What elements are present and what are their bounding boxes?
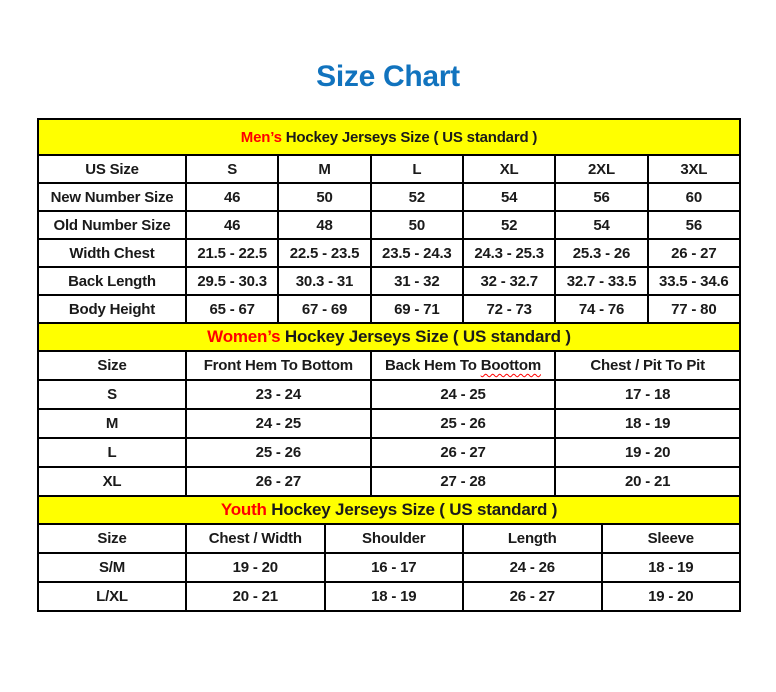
row-label: XL (38, 467, 186, 496)
size-value-cell: 52 (463, 211, 555, 239)
youth-table-caption (38, 496, 740, 524)
table-row (38, 295, 740, 323)
size-value-cell: 24 - 26 (463, 553, 602, 582)
size-value-cell: 33.5 - 34.6 (648, 267, 740, 295)
size-value-cell: 72 - 73 (463, 295, 555, 323)
size-value-cell: 65 - 67 (186, 295, 278, 323)
size-value-cell: 56 (648, 211, 740, 239)
size-value-cell: 18 - 19 (555, 409, 740, 438)
table-row (38, 582, 740, 611)
size-value-cell: 32.7 - 33.5 (555, 267, 647, 295)
youth-caption-rest: Hockey Jerseys Size ( US standard ) (266, 500, 558, 519)
column-header: Shoulder (325, 524, 464, 553)
row-label: Body Height (38, 295, 186, 323)
table-row (38, 438, 740, 467)
size-value-cell: 27 - 28 (371, 467, 556, 496)
row-label: M (38, 409, 186, 438)
mens-caption-highlight: Men’s (240, 128, 282, 146)
size-value-cell: 50 (371, 211, 463, 239)
size-value-cell: 18 - 19 (325, 582, 464, 611)
size-value-cell: 19 - 20 (602, 582, 741, 611)
size-value-cell: 25 - 26 (186, 438, 371, 467)
row-label: New Number Size (38, 183, 186, 211)
mens-caption-rest: Hockey Jerseys Size ( US standard ) (281, 128, 538, 146)
table-row (38, 183, 740, 211)
size-value-cell: 46 (186, 211, 278, 239)
womens-size-table (37, 322, 741, 497)
size-value-cell: 74 - 76 (555, 295, 647, 323)
size-value-cell: 20 - 21 (555, 467, 740, 496)
size-value-cell: 48 (278, 211, 370, 239)
size-value-cell: 67 - 69 (278, 295, 370, 323)
column-header: 2XL (555, 155, 647, 183)
size-value-cell: 24.3 - 25.3 (463, 239, 555, 267)
size-value-cell: 18 - 19 (602, 553, 741, 582)
size-value-cell: 23.5 - 24.3 (371, 239, 463, 267)
column-header: 3XL (648, 155, 740, 183)
size-value-cell: 54 (463, 183, 555, 211)
table-row (38, 409, 740, 438)
womens-table-caption (38, 323, 740, 351)
size-value-cell: 26 - 27 (371, 438, 556, 467)
size-value-cell: 17 - 18 (555, 380, 740, 409)
row-label: Back Length (38, 267, 186, 295)
table-row (38, 239, 740, 267)
size-value-cell: 32 - 32.7 (463, 267, 555, 295)
row-label: L (38, 438, 186, 467)
size-value-cell: 31 - 32 (371, 267, 463, 295)
size-value-cell: 20 - 21 (186, 582, 325, 611)
size-value-cell: 25 - 26 (371, 409, 556, 438)
size-value-cell: 56 (555, 183, 647, 211)
size-value-cell: 26 - 27 (463, 582, 602, 611)
size-value-cell: 69 - 71 (371, 295, 463, 323)
youth-caption-highlight: Youth (220, 500, 267, 519)
size-value-cell: 50 (278, 183, 370, 211)
column-header: M (278, 155, 370, 183)
size-value-cell: 30.3 - 31 (278, 267, 370, 295)
size-value-cell: 19 - 20 (186, 553, 325, 582)
size-value-cell: 54 (555, 211, 647, 239)
size-value-cell: 46 (186, 183, 278, 211)
column-header: L (371, 155, 463, 183)
column-header: Chest / Width (186, 524, 325, 553)
womens-caption-highlight: Women’s (207, 327, 281, 346)
row-label: S/M (38, 553, 186, 582)
size-chart-tables (37, 118, 741, 612)
size-value-cell: 26 - 27 (648, 239, 740, 267)
column-header: Front Hem To Bottom (186, 351, 371, 380)
size-value-cell: 23 - 24 (186, 380, 371, 409)
column-header: US Size (38, 155, 186, 183)
row-label: S (38, 380, 186, 409)
size-value-cell: 26 - 27 (186, 467, 371, 496)
youth-size-table (37, 495, 741, 612)
table-row (38, 467, 740, 496)
mens-size-table (37, 118, 741, 324)
table-row (38, 267, 740, 295)
size-value-cell: 24 - 25 (186, 409, 371, 438)
size-value-cell: 60 (648, 183, 740, 211)
table-row (38, 211, 740, 239)
size-value-cell: 19 - 20 (555, 438, 740, 467)
column-header: S (186, 155, 278, 183)
column-header: Back Hem To Boottom (371, 351, 556, 380)
column-header: Size (38, 351, 186, 380)
size-value-cell: 52 (371, 183, 463, 211)
column-header: Sleeve (602, 524, 741, 553)
row-label: Width Chest (38, 239, 186, 267)
misspelled-word: Boottom (480, 357, 541, 374)
column-header: Length (463, 524, 602, 553)
mens-table-caption (38, 119, 740, 155)
table-row (38, 553, 740, 582)
womens-caption-rest: Hockey Jerseys Size ( US standard ) (280, 327, 571, 346)
page-title: Size Chart (316, 60, 460, 93)
size-value-cell: 16 - 17 (325, 553, 464, 582)
size-value-cell: 22.5 - 23.5 (278, 239, 370, 267)
size-value-cell: 25.3 - 26 (555, 239, 647, 267)
column-header: Chest / Pit To Pit (555, 351, 740, 380)
column-header: Size (38, 524, 186, 553)
table-row (38, 380, 740, 409)
column-header: XL (463, 155, 555, 183)
size-value-cell: 77 - 80 (648, 295, 740, 323)
size-value-cell: 21.5 - 22.5 (186, 239, 278, 267)
size-value-cell: 24 - 25 (371, 380, 556, 409)
size-value-cell: 29.5 - 30.3 (186, 267, 278, 295)
row-label: Old Number Size (38, 211, 186, 239)
row-label: L/XL (38, 582, 186, 611)
